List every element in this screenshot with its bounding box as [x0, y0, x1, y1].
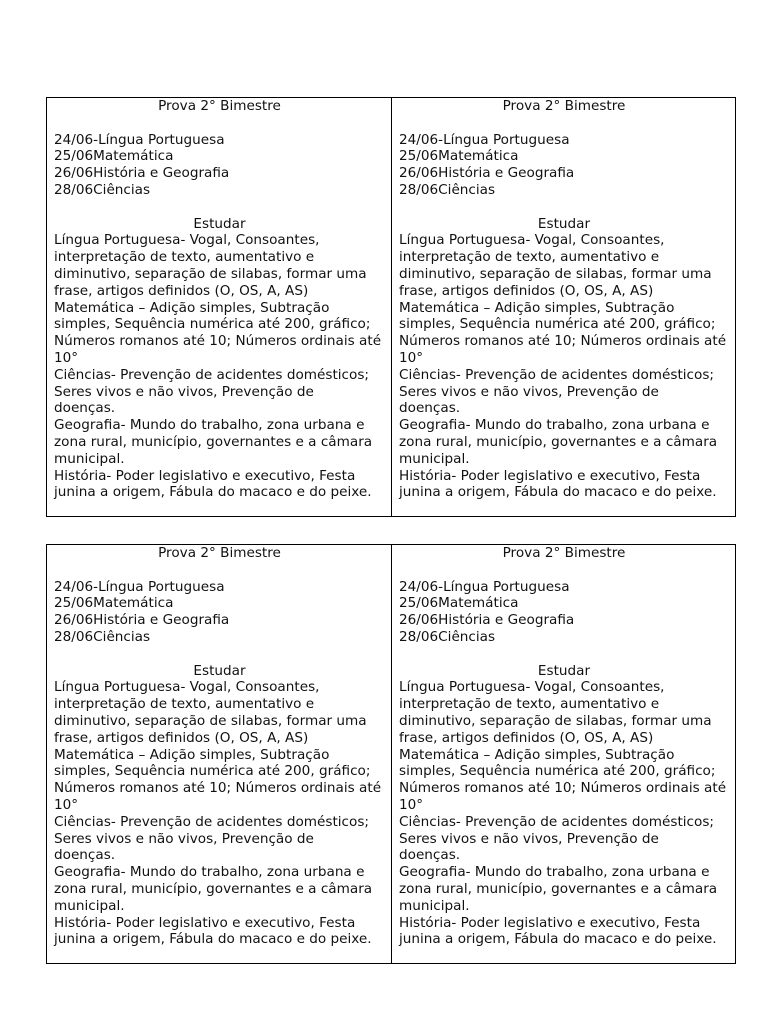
study-line: zona rural, município, governantes e a câmara — [54, 433, 373, 450]
study-line: Números romanos até 10; Números ordinais até — [54, 780, 382, 797]
schedule-line: 26/06História e Geografia — [399, 612, 575, 629]
study-line: Ciências- Prevenção de acidentes domésticos; — [399, 813, 715, 830]
spacer — [399, 562, 729, 579]
study-line: História- Poder legislativo e executivo, Festa — [399, 914, 701, 931]
study-line: diminutivo, separação de silabas, formar uma — [54, 712, 367, 729]
study-line: Matemática – Adição simples, Subtração — [54, 299, 330, 316]
study-line: diminutivo, separação de silabas, formar uma — [399, 265, 712, 282]
spacer — [399, 199, 729, 216]
study-line: doenças. — [399, 400, 461, 417]
study-line: 10° — [399, 796, 424, 813]
exam-block — [47, 98, 391, 516]
study-line: municipal. — [399, 450, 470, 467]
exam-block — [47, 545, 391, 963]
study-line: municipal. — [399, 897, 470, 914]
study-line: Números romanos até 10; Números ordinais até — [399, 780, 727, 797]
study-line: Números romanos até 10; Números ordinais até — [54, 333, 382, 350]
exam-block — [391, 545, 735, 963]
schedule-line: 26/06História e Geografia — [54, 612, 230, 629]
study-line: zona rural, município, governantes e a câmara — [399, 433, 718, 450]
study-line: municipal. — [54, 450, 125, 467]
exam-title: Prova 2° Bimestre — [502, 98, 626, 114]
study-line: junina a origem, Fábula do macaco e do peixe. — [54, 484, 372, 501]
study-line: Seres vivos e não vivos, Prevenção de — [54, 383, 314, 400]
study-line: interpretação de texto, aumentativo e — [54, 249, 315, 266]
study-line: Seres vivos e não vivos, Prevenção de — [399, 383, 659, 400]
exam-title: Prova 2° Bimestre — [158, 545, 281, 561]
schedule-line: 24/06-Língua Portuguesa — [54, 578, 225, 595]
study-line: diminutivo, separação de silabas, formar uma — [54, 265, 367, 282]
study-line: Geografia- Mundo do trabalho, zona urbana e — [399, 417, 710, 434]
spacer — [54, 646, 385, 663]
schedule-line: 28/06Ciências — [54, 628, 151, 645]
study-line: 10° — [54, 349, 79, 366]
study-line: interpretação de texto, aumentativo e — [399, 696, 660, 713]
study-line: Números romanos até 10; Números ordinais até — [399, 333, 727, 350]
spacer — [54, 562, 385, 579]
study-line: Matemática – Adição simples, Subtração — [399, 299, 675, 316]
study-line: frase, artigos definidos (O, OS, A, AS) — [54, 729, 309, 746]
study-line: 10° — [399, 349, 424, 366]
exam-table-top — [46, 97, 736, 517]
study-line: Geografia- Mundo do trabalho, zona urbana e — [54, 417, 365, 434]
study-line: Ciências- Prevenção de acidentes domésticos; — [54, 366, 370, 383]
study-line: Seres vivos e não vivos, Prevenção de — [399, 830, 659, 847]
study-line: simples, Sequência numérica até 200, gráfico; — [54, 763, 371, 780]
study-line: Ciências- Prevenção de acidentes domésticos; — [54, 813, 370, 830]
study-line: Língua Portuguesa- Vogal, Consoantes, — [399, 679, 665, 696]
study-line: simples, Sequência numérica até 200, gráfico; — [399, 316, 716, 333]
schedule-line: 25/06Matemática — [399, 595, 519, 612]
study-line: História- Poder legislativo e executivo, Festa — [54, 467, 356, 484]
study-line: frase, artigos definidos (O, OS, A, AS) — [54, 282, 309, 299]
study-heading: Estudar — [193, 662, 246, 679]
schedule-line: 25/06Matemática — [399, 148, 519, 165]
study-line: História- Poder legislativo e executivo, Festa — [54, 914, 356, 931]
schedule-line: 28/06Ciências — [54, 181, 151, 198]
schedule-line: 28/06Ciências — [399, 181, 496, 198]
schedule-line: 25/06Matemática — [54, 148, 174, 165]
study-line: Língua Portuguesa- Vogal, Consoantes, — [54, 679, 320, 696]
spacer — [399, 115, 729, 132]
study-line: diminutivo, separação de silabas, formar uma — [399, 712, 712, 729]
study-line: Seres vivos e não vivos, Prevenção de — [54, 830, 314, 847]
study-line: zona rural, município, governantes e a câmara — [54, 880, 373, 897]
study-line: Matemática – Adição simples, Subtração — [54, 746, 330, 763]
exam-table-bottom — [46, 544, 736, 964]
study-line: Língua Portuguesa- Vogal, Consoantes, — [399, 232, 665, 249]
study-line: 10° — [54, 796, 79, 813]
study-heading: Estudar — [193, 215, 246, 232]
study-line: Língua Portuguesa- Vogal, Consoantes, — [54, 232, 320, 249]
study-line: junina a origem, Fábula do macaco e do peixe. — [399, 484, 717, 501]
spacer — [399, 646, 729, 663]
study-line: frase, artigos definidos (O, OS, A, AS) — [399, 729, 654, 746]
schedule-line: 24/06-Língua Portuguesa — [399, 578, 570, 595]
study-line: interpretação de texto, aumentativo e — [399, 249, 660, 266]
study-line: municipal. — [54, 897, 125, 914]
study-line: doenças. — [54, 847, 116, 864]
study-line: junina a origem, Fábula do macaco e do peixe. — [54, 931, 372, 948]
study-line: Ciências- Prevenção de acidentes domésticos; — [399, 366, 715, 383]
exam-title: Prova 2° Bimestre — [158, 98, 281, 114]
study-line: Geografia- Mundo do trabalho, zona urbana e — [54, 864, 365, 881]
study-line: doenças. — [54, 400, 116, 417]
study-line: doenças. — [399, 847, 461, 864]
exam-title: Prova 2° Bimestre — [502, 545, 626, 561]
study-line: simples, Sequência numérica até 200, gráfico; — [54, 316, 371, 333]
study-line: Geografia- Mundo do trabalho, zona urbana e — [399, 864, 710, 881]
schedule-line: 28/06Ciências — [399, 628, 496, 645]
study-heading: Estudar — [537, 662, 591, 679]
spacer — [54, 115, 385, 132]
schedule-line: 25/06Matemática — [54, 595, 174, 612]
study-line: Matemática – Adição simples, Subtração — [399, 746, 675, 763]
study-line: zona rural, município, governantes e a câmara — [399, 880, 718, 897]
schedule-line: 26/06História e Geografia — [54, 165, 230, 182]
schedule-line: 26/06História e Geografia — [399, 165, 575, 182]
exam-block — [391, 98, 735, 516]
study-heading: Estudar — [537, 215, 591, 232]
spacer — [54, 199, 385, 216]
study-line: interpretação de texto, aumentativo e — [54, 696, 315, 713]
study-line: História- Poder legislativo e executivo, Festa — [399, 467, 701, 484]
schedule-line: 24/06-Língua Portuguesa — [54, 131, 225, 148]
study-line: frase, artigos definidos (O, OS, A, AS) — [399, 282, 654, 299]
study-line: junina a origem, Fábula do macaco e do peixe. — [399, 931, 717, 948]
study-line: simples, Sequência numérica até 200, gráfico; — [399, 763, 716, 780]
schedule-line: 24/06-Língua Portuguesa — [399, 131, 570, 148]
